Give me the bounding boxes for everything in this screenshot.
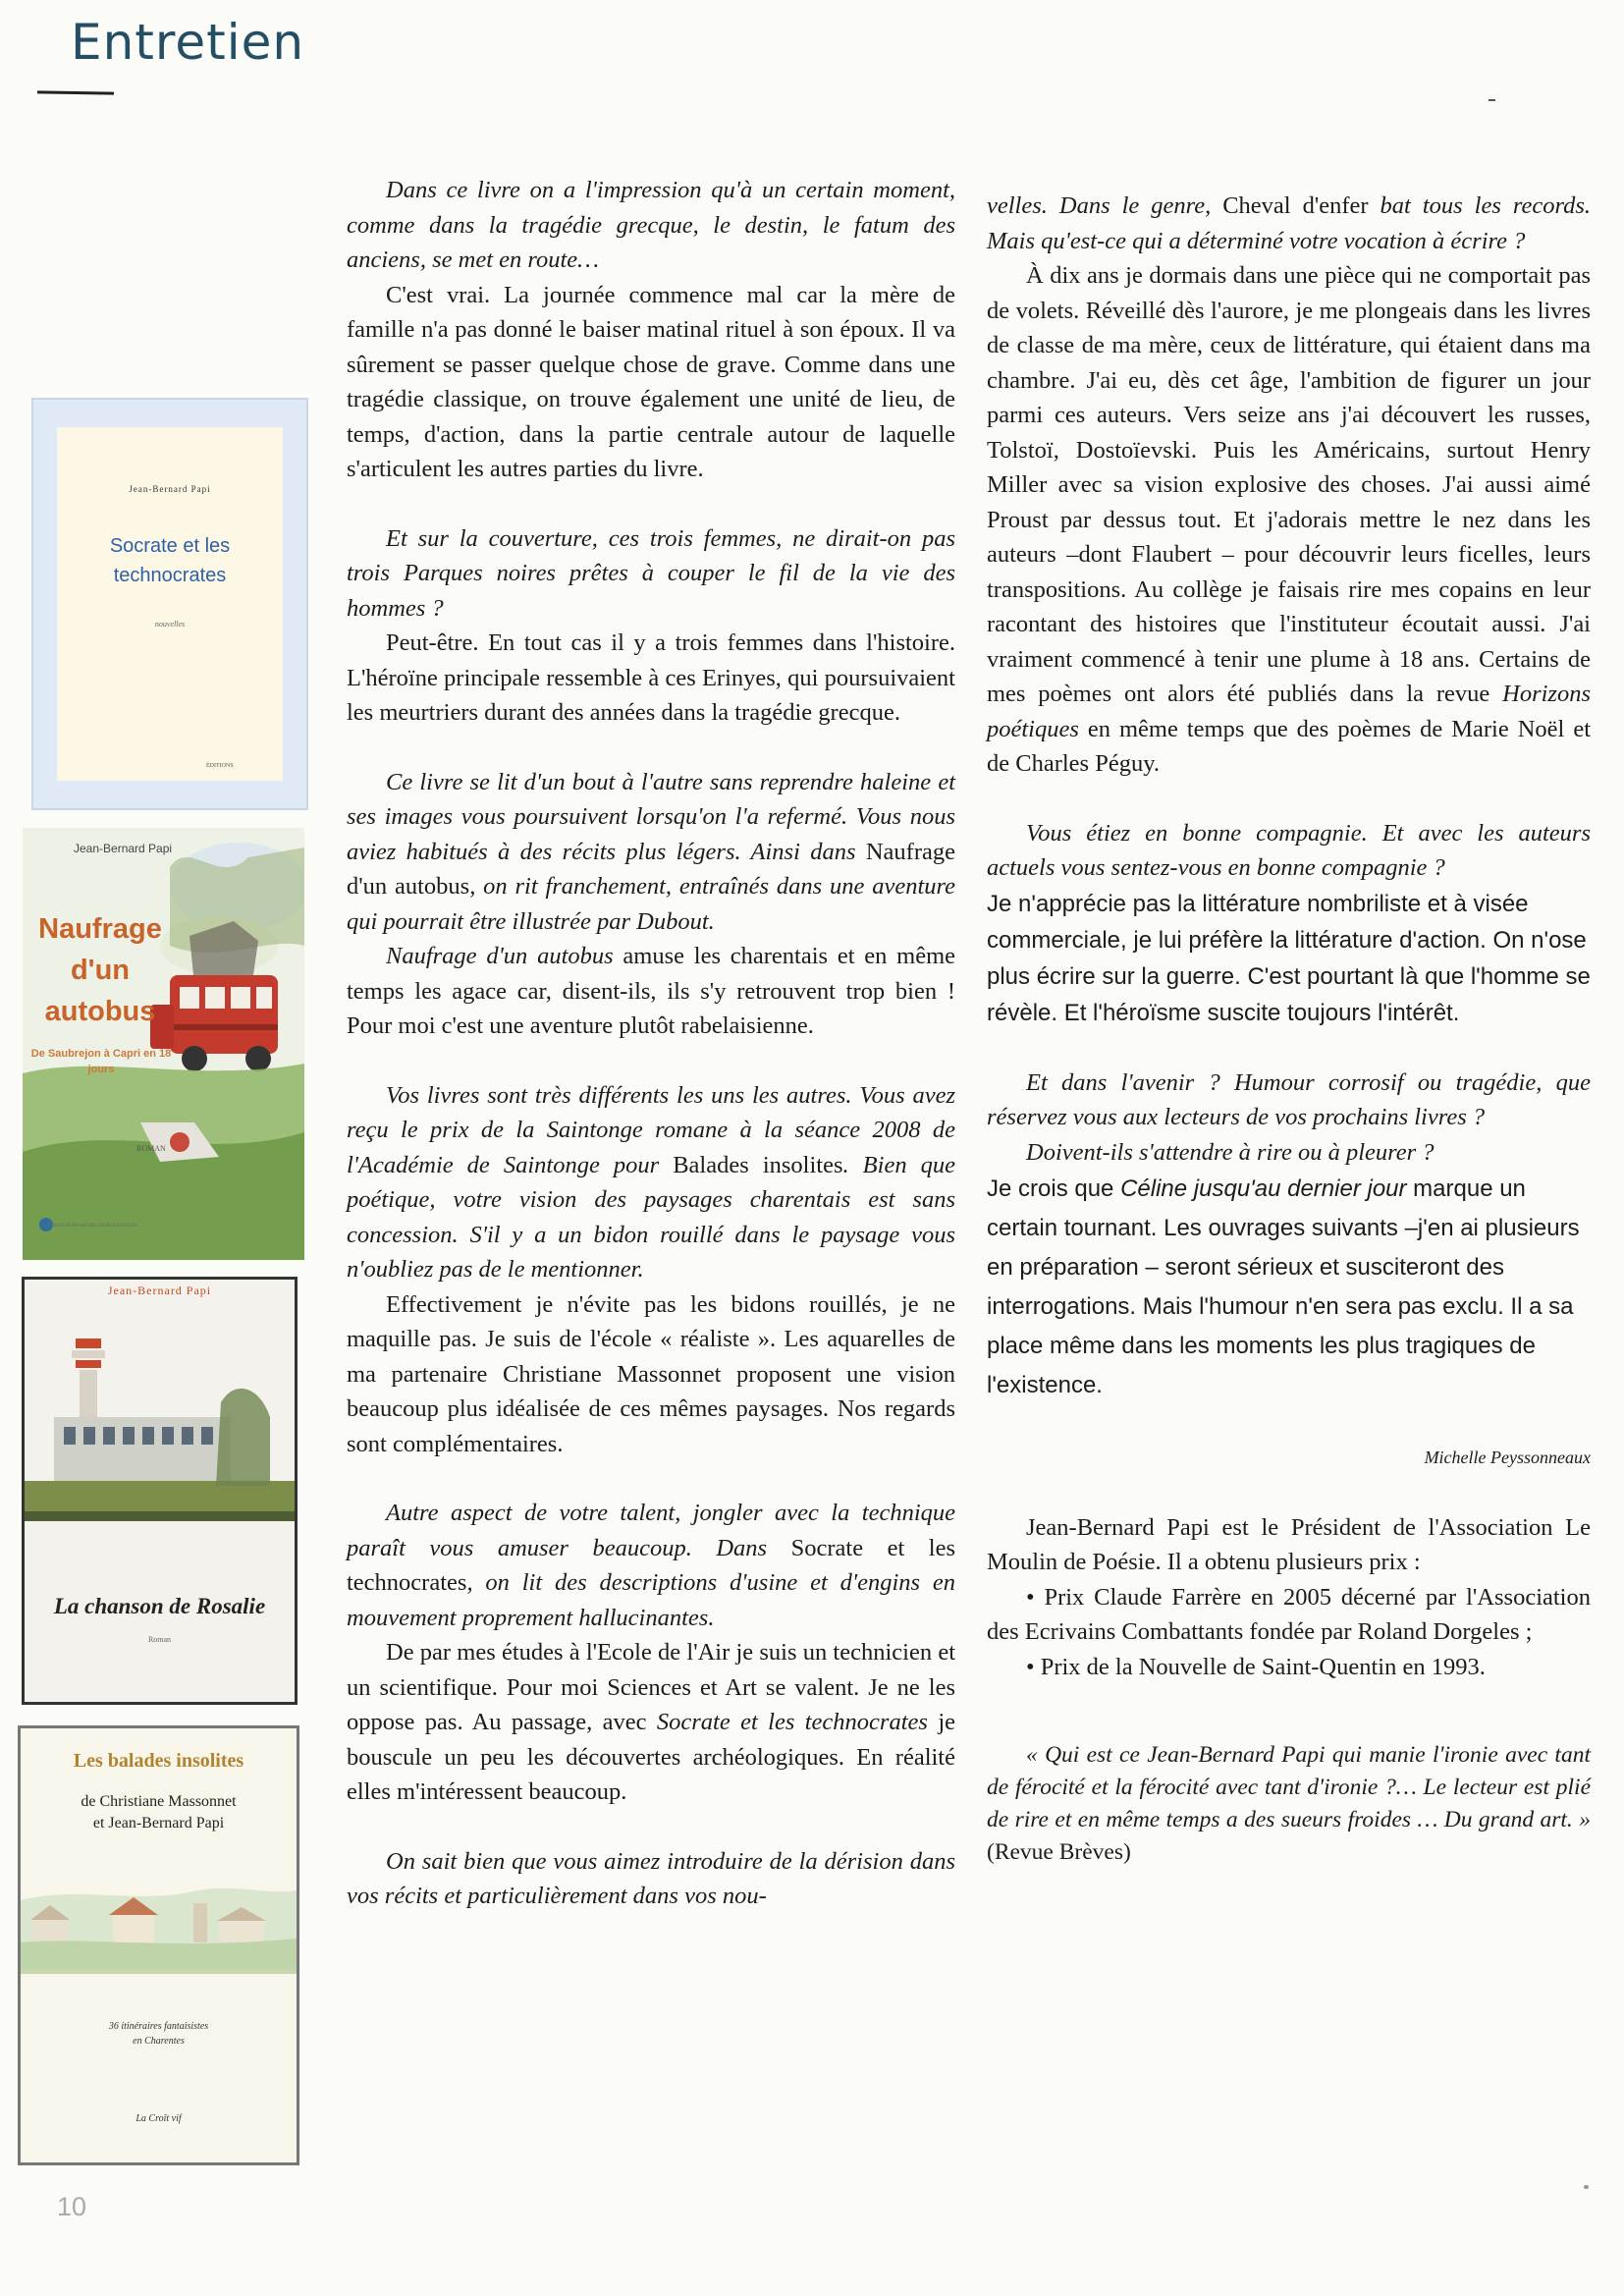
question-8: Et dans l'avenir ? Humour corrosif ou tragédie, que réservez vous aux lecteurs de vos prochains livres ? — [987, 1068, 1591, 1130]
answer-3-text: amuse les charentais et en même temps les agace car, disent-ils, ils s'y retrouvent trop bien ! Pour moi c'est une aventure plutôt rabelaisienne. — [347, 943, 956, 1039]
answer-4: Effectivement je n'évite pas les bidons rouillés, je ne maquille pas. Je suis de l'école « réaliste ». Les aquarelles de ma partenaire Christiane Massonnet proposent une vision beaucoup plus idéalisée de ces mêmes paysages. Nos regards sont complémentaires. — [347, 1290, 955, 1457]
cover-title: Socrate et les technocrates — [109, 535, 231, 586]
question-6-text-b: bat tous les records. Mais qu'est-ce qui a déterminé votre vocation à écrire ? — [987, 192, 1591, 254]
cover-author-line-2: et Jean-Bernard Papi — [92, 1815, 225, 1831]
cover-inner-panel — [57, 427, 283, 781]
author-bio: Jean-Bernard Papi est le Président de l'Association Le Moulin de Poésie. Il a obtenu plusieurs prix : — [987, 1513, 1591, 1575]
book-title-naufrage: Naufrage d'un autobus — [347, 838, 955, 900]
cover-authors — [21, 1791, 297, 1834]
cover-author: Jean-Bernard Papi — [74, 842, 173, 855]
scan-speck — [1584, 2185, 1589, 2189]
question-4 — [347, 1078, 955, 1287]
cover-author: Jean-Bernard Papi — [107, 1284, 212, 1297]
interview-column-left — [347, 173, 955, 1914]
cover-genre: nouvelles — [154, 620, 186, 629]
book-cover-naufrage — [23, 828, 304, 1260]
cover-genre: Roman — [147, 1635, 172, 1644]
cover-subtitle — [21, 2019, 297, 2049]
question-1: Dans ce livre on a l'impression qu'à un certain moment, comme dans la tragédie grecque, le destin, le fatum des anciens, se met en route… — [347, 177, 955, 273]
answer-2: Peut-être. En tout cas il y a trois femmes dans l'histoire. L'héroïne principale ressemble à ces Erinyes, qui poursuivaient les meurtriers durant des années dans la tragédie grecque. — [347, 629, 955, 726]
question-3 — [347, 765, 955, 940]
cover-publisher: La Croît vif — [135, 2113, 182, 2124]
cover-title: Les balades insolites — [73, 1750, 244, 1772]
review-quote-text: « Qui est ce Jean-Bernard Papi qui manie l'ironie avec tant de férocité et la férocité avec tant d'ironie ?… Le lecteur est plié de rire et en même temps a des sueurs froides … Du grand art. » — [987, 1742, 1591, 1832]
question-3-text-b: , on rit franchement, entraînés dans une aventure qui pourrait être illustrée par Dubout. — [347, 873, 955, 935]
cover-genre: ROMAN — [136, 1144, 166, 1153]
answer-7: Je n'apprécie pas la littérature nombriliste et à visée commerciale, je lui préfère la littérature d'action. On n'ose plus écrire sur la guerre. C'est pourtant là que l'homme se révèle. Et l'héroïsme suscite toujours l'intérêt. — [987, 890, 1591, 1026]
question-5-text-b: , on lit des descriptions d'usine et d'engins en mouvement proprement hallucinantes. — [347, 1569, 955, 1631]
bus-illustration — [23, 828, 304, 1260]
answer-6-text-b: en même temps que des poèmes de Marie Noël et de Charles Péguy. — [987, 715, 1591, 777]
cover-title: Naufrage d'un autobus — [38, 913, 162, 1027]
cover-title: La chanson de Rosalie — [53, 1594, 266, 1618]
cover-author-line-1: de Christiane Massonnet — [81, 1793, 237, 1810]
page-number: 10 — [57, 2192, 87, 2221]
book-title-celine: Céline jusqu'au dernier jour — [1120, 1175, 1407, 1202]
cover-subtitle: De Saubrejon à Capri en 18 jours — [30, 1048, 172, 1075]
answer-5-text-b: je bouscule un peu les découvertes archéologiques. En réalité elles m'intéressent beaucoup. — [347, 1709, 955, 1805]
print-mark — [1489, 99, 1495, 101]
answer-6 — [987, 258, 1591, 782]
section-title: Entretien — [71, 14, 305, 71]
book-title-balades: Balades insolites — [673, 1151, 843, 1178]
question-8-b: Doivent-ils s'attendre à rire ou à pleurer ? — [1026, 1138, 1435, 1166]
question-2: Et sur la couverture, ces trois femmes, ne dirait-on pas trois Parques noires prêtes à couper le fil de la vie des hommes ? — [347, 524, 955, 622]
book-title-cheval: Cheval d'enfer — [1222, 192, 1369, 219]
question-6-end — [987, 189, 1591, 258]
answer-5-text-a: De par mes études à l'Ecole de l'Air je suis un technicien et un scientifique. Pour moi Sciences et Art se valent. Je ne les oppose pas. Au passage, avec — [347, 1639, 955, 1735]
question-7: Vous étiez en bonne compagnie. Et avec les auteurs actuels vous sentez-vous en bonne compagnie ? — [987, 819, 1591, 881]
answer-8-text-a: Je crois que — [987, 1175, 1121, 1202]
cover-subtitle-line-2: en Charentes — [133, 2036, 185, 2047]
question-4-text-b: . Bien que poétique, votre vision des paysages charentais est sans concession. S'il y a un bidon rouillé dans le paysage vous n'oubliez pas de le mentionner. — [347, 1151, 955, 1283]
answer-3 — [347, 939, 955, 1044]
book-title-socrate: Socrate et les technocrates — [347, 1534, 955, 1596]
revue-title: Horizons poétiques — [987, 681, 1591, 742]
cover-publisher: ÉDITIONS JEAN-MICHEL BORDESSOULES — [42, 1224, 138, 1229]
answer-1: C'est vrai. La journée commence mal car la mère de famille n'a pas donné le baiser matinal rituel à son époux. Il va sûrement se passer quelque chose de grave. Comme dans une tragédie classique, on trouve également une unité de lieu, de temps, d'action, dans la partie centrale autour de laquelle s'articulent les autres parties du livre. — [347, 281, 955, 482]
book-cover-rosalie — [22, 1277, 298, 1705]
question-6-start: On sait bien que vous aimez introduire de la dérision dans vos récits et particulièrement dans vos nou- — [347, 1847, 955, 1909]
question-3-text-a: Ce livre se lit d'un bout à l'autre sans reprendre haleine et ses images vous poursuivent lorsqu'on l'a refermé. Vous nous aviez habitués à des récits plus légers. Ainsi dans — [347, 768, 955, 865]
review-quote — [987, 1739, 1591, 1869]
cover-subtitle-line-1: 36 itinéraires fantaisistes — [108, 2021, 209, 2032]
answer-8-text-b: marque un certain tournant. Les ouvrages suivants –j'en ai plusieurs en préparation – seront sérieux et susciteront des interrogations. Mais l'humour n'en sera pas exclu. Il a sa place même dans les moments les plus tragiques de l'existence. — [987, 1175, 1580, 1398]
interview-column-right — [987, 189, 1591, 1869]
book-cover-balades — [18, 1725, 299, 2165]
answer-8 — [987, 1170, 1591, 1405]
question-5 — [347, 1496, 955, 1635]
prize-item: • Prix Claude Farrère en 2005 décerné par l'Association des Ecrivains Combattants fondée par Roland Dorgeles ; — [987, 1583, 1591, 1645]
question-5-text-a: Autre aspect de votre talent, jongler avec la technique paraît vous amuser beaucoup. Dans — [347, 1500, 955, 1561]
book-title-naufrage: Naufrage d'un autobus — [386, 943, 614, 969]
header-underline — [37, 90, 114, 94]
answer-5 — [347, 1635, 955, 1810]
question-6-text-a: velles. Dans le genre, — [987, 192, 1223, 219]
book-title-socrate: Socrate et les technocrates — [656, 1709, 928, 1735]
prize-item: • Prix de la Nouvelle de Saint-Quentin en 1993. — [1026, 1653, 1486, 1680]
interviewer-signature: Michelle Peyssonneaux — [1424, 1448, 1591, 1467]
book-cover-socrate — [31, 398, 308, 810]
answer-6-text-a: À dix ans je dormais dans une pièce qui ne comportait pas de volets. Réveillé dès l'aurore, je me plongeais dans les livres de classe de ma mère, ceux de littérature, qui étaient dans ma chambre. J'ai eu, dès cet âge, l'ambition de figurer un jour parmi ces auteurs. Vers seize ans j'ai découvert les russes, Tolstoï, Dostoïevski. Puis les Américains, surtout Henry Miller avec sa vision explosive des choses. J'ai aussi aimé Proust par dessus tout. Et j'adorais mettre le nez dans les auteurs –dont Flaubert – pour découvrir leurs ficelles, leurs transpositions. Au collège je faisais rire mes copains en leur racontant des histoires que l'instituteur écoutait aussi. J'ai vraiment commencé à tenir une plume à 18 ans. Certains de mes poèmes ont alors été publiés dans la revue — [987, 262, 1591, 707]
cover-publisher: ÉDITIONS — [206, 763, 234, 769]
review-source: (Revue Brèves) — [987, 1839, 1131, 1865]
cover-author: Jean-Bernard Papi — [129, 484, 211, 494]
question-4-text-a: Vos livres sont très différents les uns les autres. Vous avez reçu le prix de la Saintonge romane à la séance 2008 de l'Académie de Saintonge pour — [347, 1081, 955, 1178]
